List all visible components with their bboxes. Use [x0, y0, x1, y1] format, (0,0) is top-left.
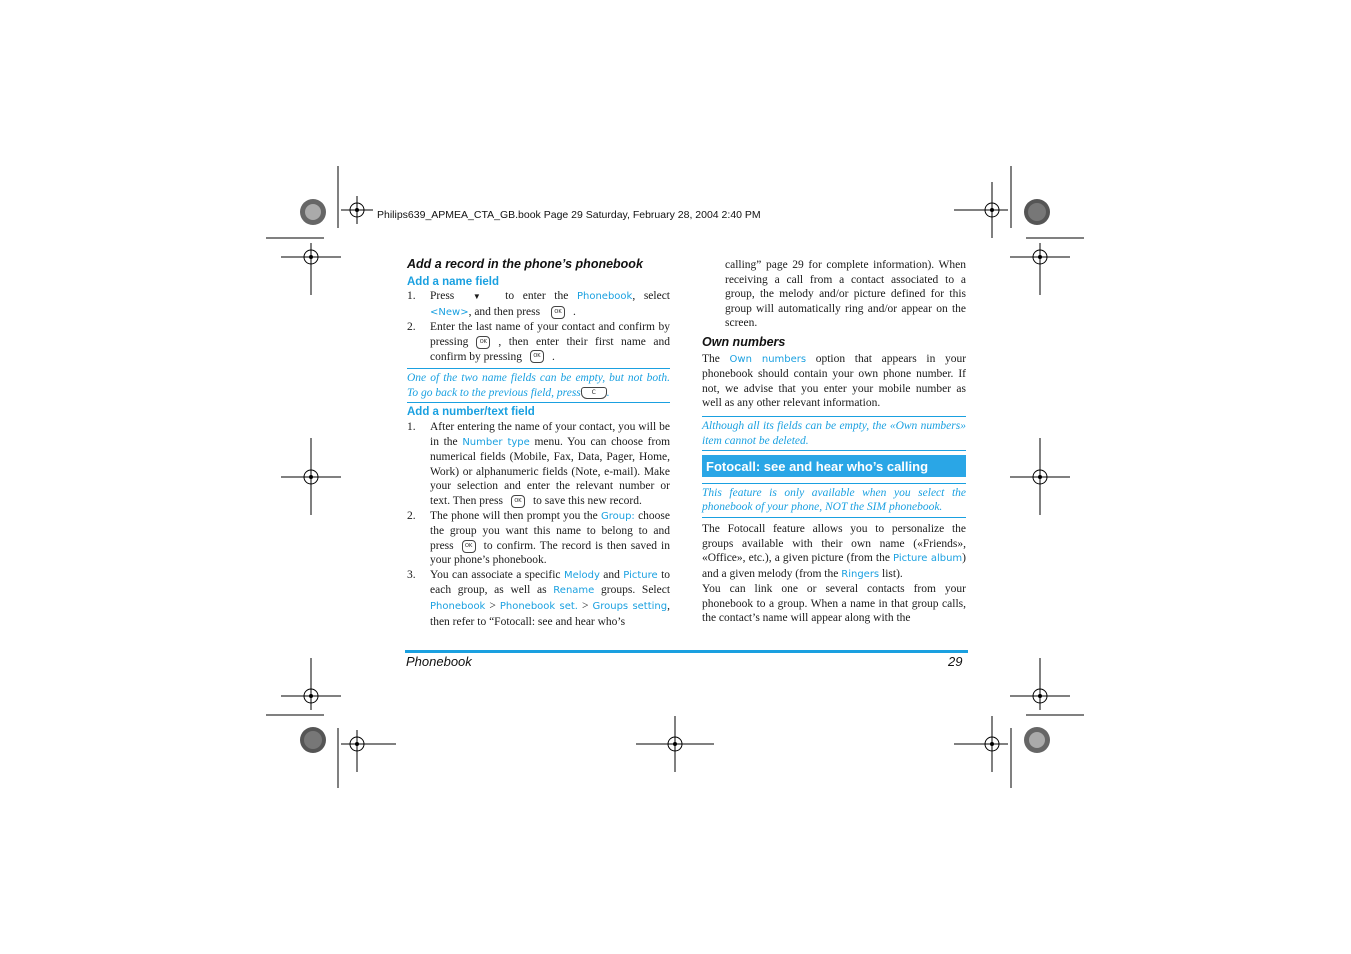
- ok-key-icon: OK: [551, 306, 565, 319]
- ok-key-icon: OK: [462, 540, 476, 553]
- footer-section: Phonebook: [406, 654, 472, 669]
- list-item: 2. Enter the last name of your contact and confirm by pressing OK , then enter their first name and confirm by pressing OK .: [407, 321, 670, 363]
- list-item: 1. Press ▼ to enter the Phonebook, select <New>, and then press OK .: [407, 290, 670, 318]
- section-banner: Fotocall: see and hear who’s calling: [702, 455, 966, 477]
- footer-rule: [405, 650, 968, 653]
- ok-key-icon: OK: [511, 495, 525, 508]
- c-key-icon: C: [581, 387, 607, 399]
- ok-key-icon: OK: [476, 336, 490, 349]
- list-item: 3. You can associate a specific Melody and Picture to each group, as well as Rename groups. Select Phonebook > Phonebook set. > Groups setting, then refer to “Fotocall: see and hear who’s: [407, 568, 671, 628]
- subsection-title: Add a name field: [407, 275, 500, 288]
- section-title: Add a record in the phone’s phonebook: [407, 257, 643, 271]
- continued-text: calling” page 29 for complete information). When receiving a call from a contact associated to a group, the melody and/or picture defined for this group will automatically ring and/or appear on the screen.: [725, 259, 966, 330]
- note-box: Although all its fields can be empty, the «Own numbers» item cannot be deleted.: [702, 416, 966, 451]
- paragraph: The Own numbers option that appears in your phonebook should contain your own phone number. If not, we advise that you enter your mobile number as well as any other relevant information.: [702, 352, 967, 410]
- subsection-title: Add a number/text field: [407, 406, 535, 419]
- ok-key-icon: OK: [530, 350, 544, 363]
- left-column: [407, 257, 670, 629]
- list-item: 2. The phone will then prompt you the Group: choose the group you want this name to belong to and press OK to confirm. The record is then saved in your phone’s phonebook.: [407, 509, 671, 567]
- note-box: One of the two name fields can be empty, but not both. To go back to the previous field, press C .: [407, 368, 670, 403]
- down-arrow-icon: ▼: [472, 292, 487, 302]
- book-header: Philips639_APMEA_CTA_GB.book Page 29 Saturday, February 28, 2004 2:40 PM: [377, 209, 761, 221]
- page-number: 29: [948, 654, 963, 669]
- paragraph: The Fotocall feature allows you to personalize the groups available with their own name («Friends», «Office», etc.), a given picture (from the Picture album) and a given melody (from the Ringers list).: [702, 522, 966, 580]
- note-box: This feature is only available when you select the phonebook of your phone, NOT the SIM phonebook.: [702, 483, 966, 518]
- list-item: 1. After entering the name of your contact, you will be in the Number type menu. You can choose from numerical fields (Mobile, Fax, Data, Pager, Home, Work) or alphanumeric fields (Note, e-mail). Make your selection and enter the relevant number or text. Then press OK to save this new record.: [407, 420, 671, 507]
- paragraph: You can link one or several contacts from your phonebook to a group. When a name in that group calls, the contact’s name will appear along with the: [702, 583, 966, 625]
- subsection-title: Own numbers: [702, 334, 786, 349]
- right-column: [702, 258, 966, 626]
